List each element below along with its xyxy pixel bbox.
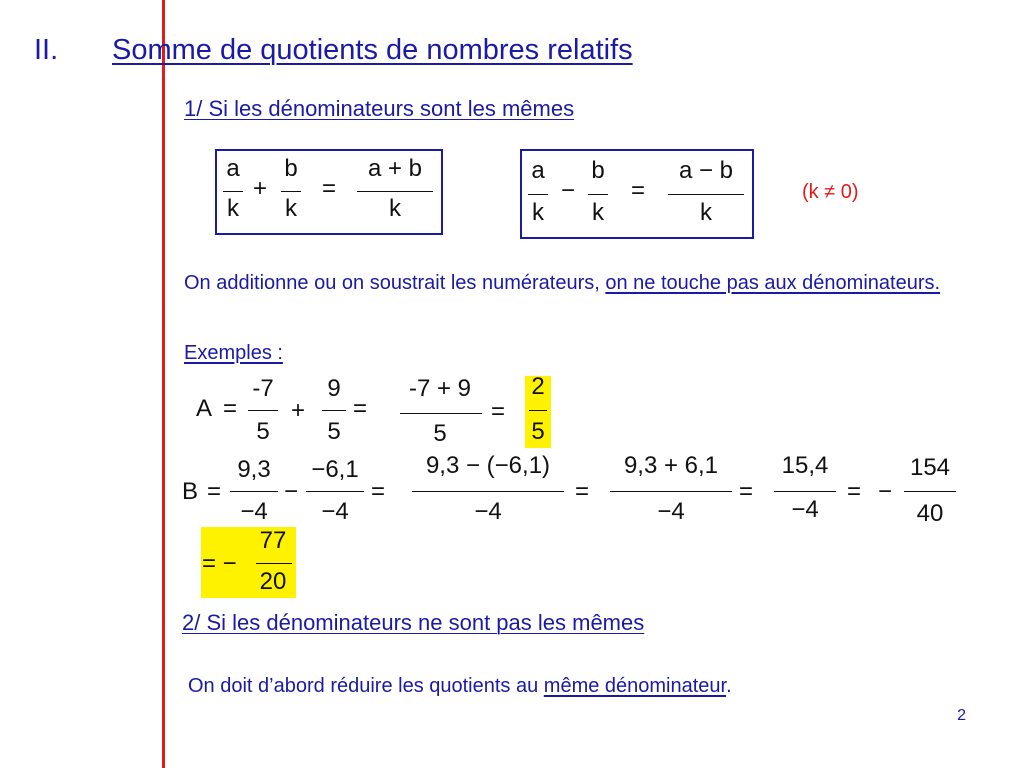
exB-eq1: = — [206, 478, 221, 505]
page-number: 2 — [957, 707, 966, 724]
exB-op: − — [283, 478, 298, 505]
f2-eq: = — [630, 177, 645, 204]
f2-den: k — [700, 199, 712, 226]
exB-eq2: = — [370, 478, 385, 505]
final-text-end: . — [726, 675, 732, 697]
exA-result-den: 5 — [531, 418, 545, 445]
margin-line — [162, 0, 165, 768]
exA-f1-den: 5 — [256, 418, 270, 445]
exB-f1-bar — [230, 491, 278, 492]
f2-bar2 — [588, 194, 608, 195]
exB-label: B — [181, 478, 198, 505]
exB-f3-num: 9,3 − (−6,1) — [425, 452, 551, 479]
exB-eq4: = — [738, 478, 753, 505]
final-text — [188, 671, 948, 701]
nonzero-condition: (k ≠ 0) — [802, 181, 859, 203]
exA-op: + — [290, 397, 305, 424]
exA-result-bar — [529, 410, 547, 411]
f1-bar1 — [223, 191, 243, 192]
exA-f2-den: 5 — [327, 418, 341, 445]
exA-result-num: 2 — [531, 373, 545, 400]
exB-f1-num: 9,3 — [237, 456, 271, 483]
exA-f2-bar — [322, 410, 346, 411]
explanation-text: On additionne ou on soustrait les numérateurs, — [184, 272, 606, 294]
exB-eq5: = — [846, 478, 861, 505]
exA-f2-num: 9 — [327, 375, 341, 402]
exB-f4-den: −4 — [657, 498, 685, 525]
exB-f2-bar — [306, 491, 364, 492]
exA-eq1: = — [222, 395, 237, 422]
exB-f3-bar — [412, 491, 564, 492]
exA-f3-den: 5 — [433, 420, 447, 447]
exB-f2-den: −4 — [321, 498, 349, 525]
exA-f1-bar — [248, 410, 278, 411]
exB-f6-num: 154 — [909, 454, 951, 481]
section1-title: 1/ Si les dénominateurs sont les mêmes — [184, 96, 575, 121]
formula-box-sum — [215, 149, 443, 235]
f2-k2: k — [592, 199, 604, 226]
exB-f4-bar — [610, 491, 732, 492]
exB-f6-sign: − — [877, 478, 892, 505]
exB-result-den: 20 — [259, 568, 287, 595]
exB-f5-den: −4 — [791, 496, 819, 523]
f2-bar3 — [668, 194, 744, 195]
f1-plus: + — [252, 175, 267, 202]
f1-k1: k — [227, 195, 239, 222]
exB-f4-num: 9,3 + 6,1 — [623, 452, 719, 479]
f1-b: b — [284, 155, 298, 182]
exB-f2-num: −6,1 — [311, 456, 359, 483]
f2-num: a − b — [678, 157, 734, 184]
exA-label: A — [195, 395, 212, 422]
exA-eq3: = — [490, 398, 505, 425]
exB-f3-den: −4 — [474, 498, 502, 525]
exA-f1-num: -7 — [252, 375, 274, 402]
page-title: Somme de quotients de nombres relatifs — [112, 34, 633, 66]
exB-f6-bar — [904, 491, 956, 492]
f1-bar3 — [357, 191, 433, 192]
exB-result-bar — [256, 563, 292, 564]
f1-eq: = — [321, 175, 336, 202]
exB-f5-bar — [774, 491, 836, 492]
exB-eq3: = — [574, 478, 589, 505]
exB-f5-num: 15,4 — [781, 452, 829, 479]
exB-f6-den: 40 — [916, 500, 944, 527]
f2-b: b — [591, 157, 605, 184]
f1-num: a + b — [367, 155, 423, 182]
exA-eq2: = — [352, 395, 367, 422]
exB-result-num: 77 — [259, 527, 287, 554]
f1-k2: k — [285, 195, 297, 222]
f1-bar2 — [281, 191, 301, 192]
exB-f1-den: −4 — [240, 498, 268, 525]
section-number: II. — [34, 34, 59, 66]
f1-a: a — [226, 155, 240, 182]
f2-a: a — [531, 157, 545, 184]
f1-den: k — [389, 195, 401, 222]
final-text-main: On doit d’abord réduire les quotients au — [188, 675, 544, 697]
f2-k1: k — [532, 199, 544, 226]
f2-minus: − — [560, 177, 575, 204]
explanation-underlined: on ne touche pas aux dénominateurs. — [605, 272, 941, 294]
examples-label: Exemples : — [184, 342, 283, 364]
exB-result-sign: = − — [202, 550, 237, 577]
formula-box-difference — [520, 149, 754, 239]
exA-f3-bar — [400, 413, 482, 414]
exA-f3-num: -7 + 9 — [408, 375, 472, 402]
f2-bar1 — [528, 194, 548, 195]
final-text-underlined: même dénominateur — [543, 675, 727, 697]
section2-title: 2/ Si les dénominateurs ne sont pas les mêmes — [182, 610, 645, 635]
explanation — [184, 268, 984, 298]
